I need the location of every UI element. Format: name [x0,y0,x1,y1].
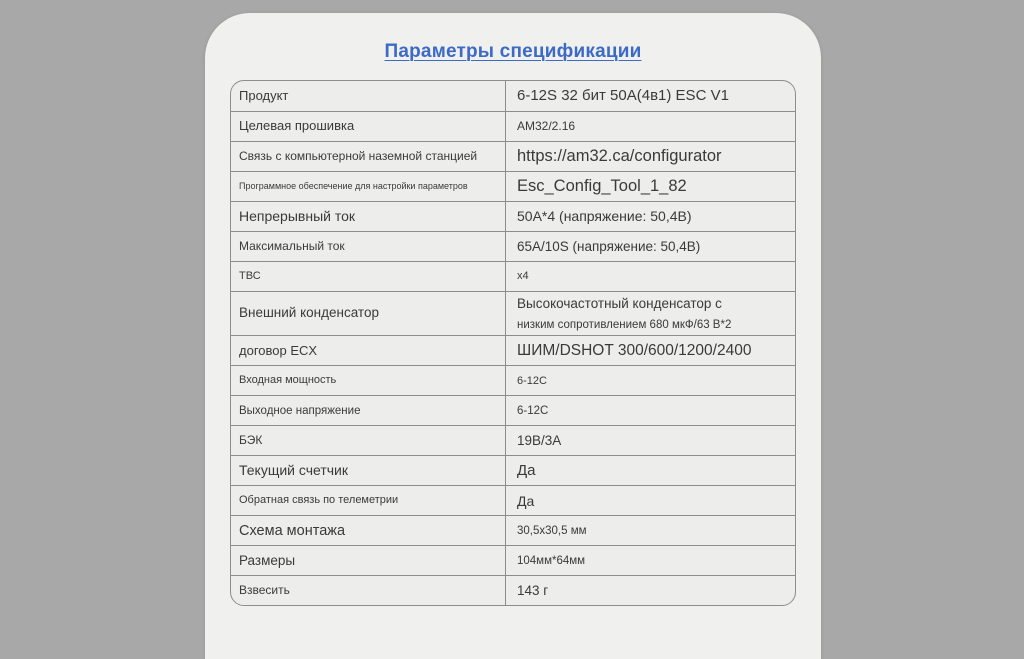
spec-label: Непрерывный ток [231,202,506,231]
spec-value: x4 [517,270,529,283]
table-row [231,111,795,141]
spec-label: Продукт [231,81,506,111]
spec-value: Да [517,492,535,509]
spec-value: 143 г [517,583,549,599]
spec-value: 19В/3А [517,433,562,449]
spec-value: 6-12C [517,404,549,417]
spec-label: БЭК [231,426,506,455]
spec-value: Высокочастотный конденсатор с низким сопротивлением 680 мкФ/63 В*2 [517,296,732,331]
table-row [231,171,795,201]
table-row [231,545,795,575]
spec-label: Размеры [231,546,506,575]
spec-table [230,80,796,606]
table-row [231,485,795,515]
table-row [231,335,795,365]
table-row [231,231,795,261]
spec-value: Esc_Config_Tool_1_82 [517,176,687,195]
spec-label: Взвесить [231,576,506,605]
spec-label: Обратная связь по телеметрии [231,486,506,515]
spec-label: Выходное напряжение [231,396,506,425]
spec-label: Программное обеспечение для настройки параметров [231,172,506,201]
spec-label: Целевая прошивка [231,112,506,141]
spec-value: ШИМ/DSHOT 300/600/1200/2400 [517,341,752,359]
spec-value: https://am32.ca/configurator [517,146,722,165]
page-title[interactable]: Параметры спецификации [384,41,642,62]
table-row [231,575,795,605]
spec-label: договор ECX [231,336,506,365]
table-row [231,365,795,395]
spec-label: Входная мощность [231,366,506,395]
table-row [231,141,795,171]
spec-label: ТВС [231,262,506,291]
table-row [231,395,795,425]
spec-value: 65А/10S (напряжение: 50,4В) [517,238,701,254]
table-row [231,201,795,231]
spec-value: 104мм*64мм [517,554,586,567]
spec-value: 50А*4 (напряжение: 50,4В) [517,208,692,225]
spec-value: AM32/2.16 [517,118,576,133]
spec-value: 6-12S 32 бит 50А(4в1) ESC V1 [517,87,729,105]
spec-label: Связь с компьютерной наземной станцией [231,142,506,171]
table-row [231,291,795,335]
table-row [231,425,795,455]
spec-value: 30,5x30,5 мм [517,524,587,537]
spec-value: 6-12C [517,374,547,387]
spec-card [205,13,821,659]
table-row [231,261,795,291]
table-row [231,515,795,545]
spec-value: Да [517,462,536,480]
spec-label: Схема монтажа [231,516,506,545]
spec-label: Текущий счетчик [231,456,506,485]
table-row [231,81,795,111]
table-row [231,455,795,485]
spec-label: Максимальный ток [231,232,506,261]
spec-label: Внешний конденсатор [231,292,506,335]
